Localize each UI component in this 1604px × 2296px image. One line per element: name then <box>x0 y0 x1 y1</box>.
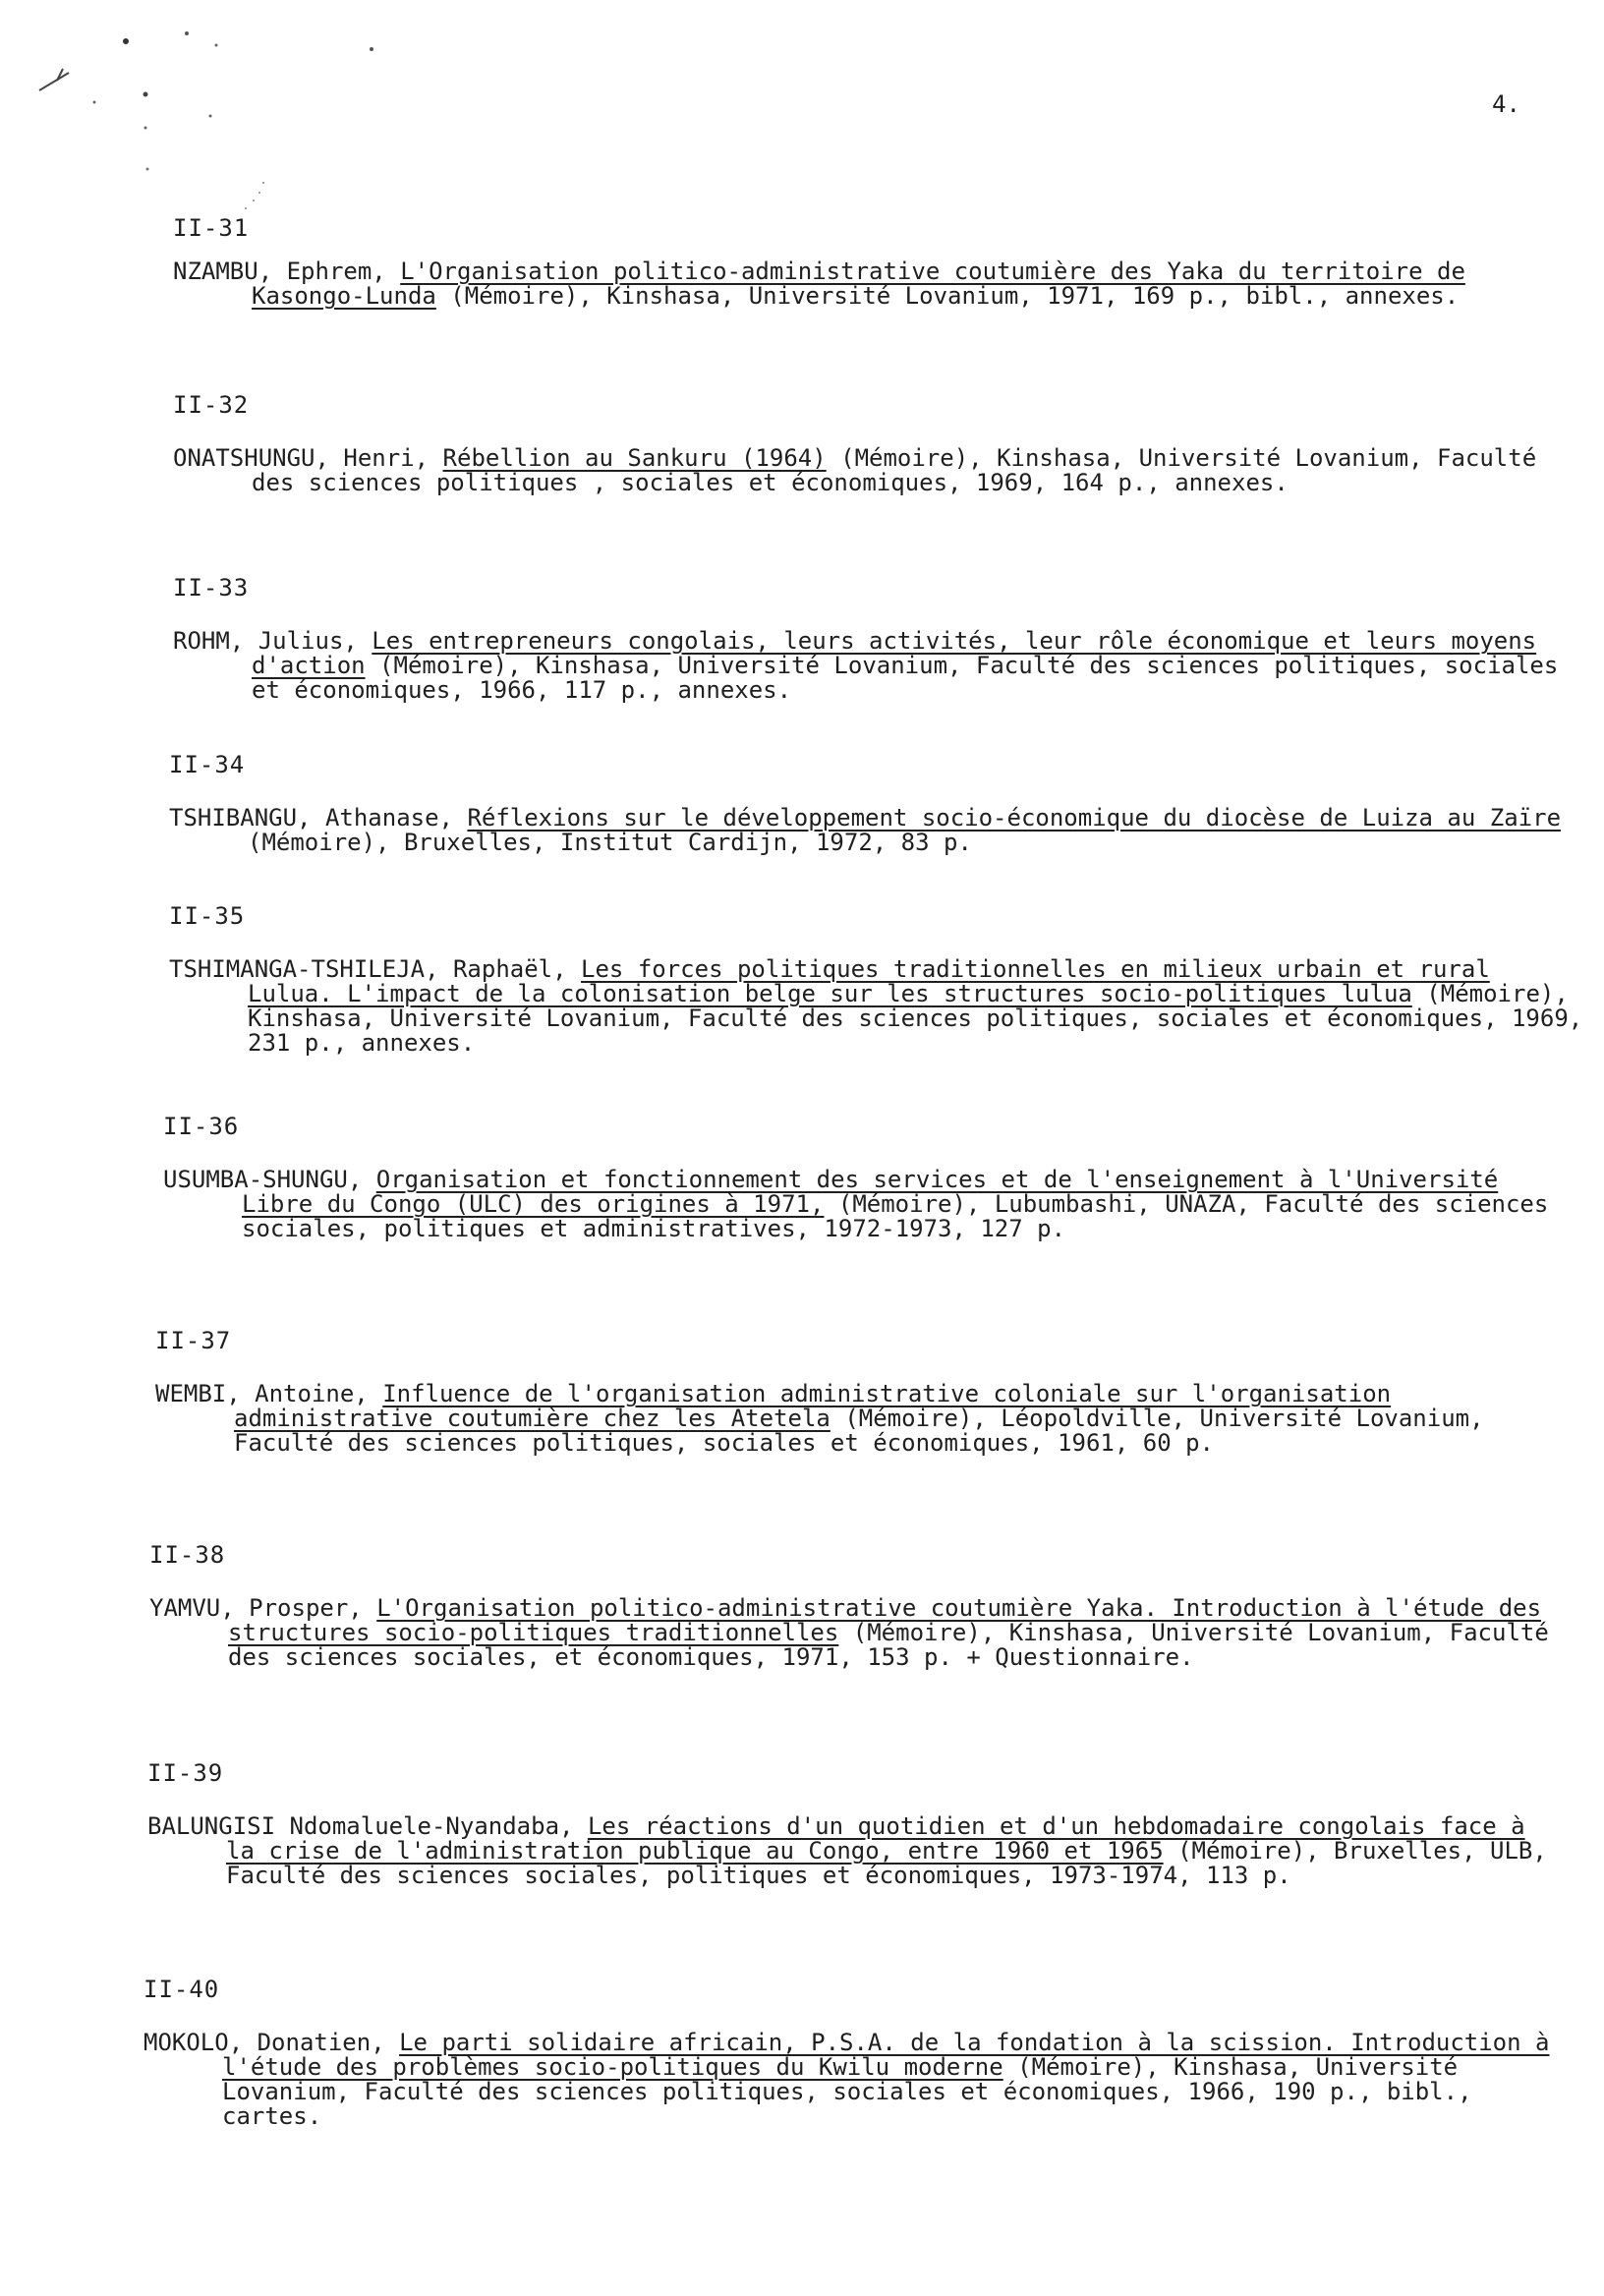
entry-title: Réflexions sur le développement socio-économique du diocèse de Luiza au Zaïre <box>467 804 1562 832</box>
entry-author: TSHIMANGA-TSHILEJA, Raphaël, <box>169 955 567 983</box>
citation <box>163 1168 1578 1241</box>
entry-id: II-33 <box>173 574 250 602</box>
entry-author: ROHM, Julius, <box>173 627 358 655</box>
entry-author: YAMVU, Prosper, <box>149 1594 363 1622</box>
entry-title: L'Organisation politico-administrative coutumière Yaka. Introduction à l'étude des structures socio-politiques traditionnelles <box>228 1594 1542 1646</box>
bibliography-entry-II-34 <box>169 751 1584 855</box>
citation <box>147 1814 1563 1888</box>
entry-title: Les réactions d'un quotidien et d'un hebdomadaire congolais face à la crise de l'administration publique au Congo, entre 1960 et 1965 <box>226 1812 1525 1865</box>
entry-id: II-40 <box>143 1976 220 2003</box>
bibliography-entry-II-32 <box>173 391 1588 495</box>
bibliography-entry-II-33 <box>173 574 1588 703</box>
citation <box>155 1382 1571 1456</box>
page-number: 4. <box>1492 90 1520 118</box>
citation <box>173 446 1588 495</box>
entry-title: Le parti solidaire africain, P.S.A. de la fondation à la scission. Introduction à l'étude des problèmes socio-politiques du Kwilu moderne <box>222 2029 1550 2081</box>
entry-id: II-34 <box>169 751 246 778</box>
entry-details: (Mémoire), Kinshasa, Université Lovanium, 1971, 169 p., bibl., annexes. <box>435 282 1460 310</box>
entry-id: II-36 <box>163 1113 240 1140</box>
citation <box>173 259 1588 309</box>
bibliography-entry-II-36 <box>163 1113 1578 1241</box>
entry-details: (Mémoire), Bruxelles, Institut Cardijn, 1972, 83 p. <box>248 829 972 856</box>
entry-details: (Mémoire), Kinshasa, Université Lovanium, Faculté des sciences politiques, sociales et économiques, 1966, 117 p., annexes. <box>252 652 1559 704</box>
bibliography-entry-II-37 <box>155 1327 1571 1456</box>
entry-details: (Mémoire), Kinshasa, Université Lovanium, Faculté des sciences politiques, sociales et économiques, 1969, 231 p., annexes. <box>248 980 1583 1057</box>
entry-title: Les forces politiques traditionnelles en milieux urbain et rural Lulua. L'impact de la colonisation belge sur les structures socio-politiques lulua <box>248 955 1490 1007</box>
entry-id: II-37 <box>155 1327 232 1354</box>
citation <box>169 957 1584 1056</box>
entry-id: II-39 <box>147 1759 224 1787</box>
entry-details: (Mémoire), Léopoldville, Université Lovanium, Faculté des sciences politiques, sociales et économiques, 1961, 60 p. <box>234 1405 1484 1457</box>
entry-title: Influence de l'organisation administrative coloniale sur l'organisation administrative coutumière chez les Atetela <box>234 1380 1392 1432</box>
entry-author: NZAMBU, Ephrem, <box>173 258 386 285</box>
entry-author: BALUNGISI Ndomaluele-Nyandaba, <box>147 1812 574 1840</box>
entry-title: Les entrepreneurs congolais, leurs activités, leur rôle économique et leurs moyens d'action <box>252 627 1537 679</box>
entry-details: (Mémoire), Kinshasa, Université Lovanium, Faculté des sciences politiques, sociales et économiques, 1966, 190 p., bibl., cartes. <box>222 2053 1472 2130</box>
bibliography-entry-II-38 <box>149 1541 1565 1670</box>
entry-author: WEMBI, Antoine, <box>155 1380 369 1407</box>
entry-title: Organisation et fonctionnement des services et de l'enseignement à l'Université Libre du Congo (ULC) des origines à 1971, <box>242 1166 1499 1218</box>
citation <box>143 2031 1559 2129</box>
entry-title: Rébellion au Sankuru (1964) <box>442 444 827 472</box>
entry-author: TSHIBANGU, Athanase, <box>169 804 453 832</box>
entry-details: (Mémoire), Lubumbashi, UNAZA, Faculté des sciences sociales, politiques et administratives, 1972-1973, 127 p. <box>242 1190 1549 1242</box>
bibliography-entry-II-39 <box>147 1759 1563 1888</box>
entry-details: (Mémoire), Kinshasa, Université Lovanium, Faculté des sciences politiques , sociales et économiques, 1969, 164 p., annexes. <box>252 444 1537 496</box>
entry-title: L'Organisation politico-administrative coutumière des Yaka du territoire de Kasongo-Lunda <box>252 258 1465 310</box>
bibliography-entry-II-31 <box>173 214 1588 309</box>
entry-author: USUMBA-SHUNGU, <box>163 1166 363 1193</box>
citation <box>169 806 1584 855</box>
citation <box>173 629 1588 703</box>
entry-id: II-38 <box>149 1541 226 1569</box>
entry-details: (Mémoire), Bruxelles, ULB, Faculté des sciences sociales, politiques et économiques, 1973-1974, 113 p. <box>226 1837 1547 1889</box>
entry-author: ONATSHUNGU, Henri, <box>173 444 430 472</box>
citation <box>149 1596 1565 1670</box>
bibliography-entry-II-35 <box>169 902 1584 1056</box>
entry-id: II-35 <box>169 902 246 930</box>
bibliography-entry-II-40 <box>143 1976 1559 2129</box>
entry-details: (Mémoire), Kinshasa, Université Lovanium, Faculté des sciences sociales, et économiques, 1971, 153 p. + Questionnaire. <box>228 1619 1549 1671</box>
entry-id: II-31 <box>173 214 250 242</box>
entry-author: MOKOLO, Donatien, <box>143 2029 385 2056</box>
entry-id: II-32 <box>173 391 250 419</box>
